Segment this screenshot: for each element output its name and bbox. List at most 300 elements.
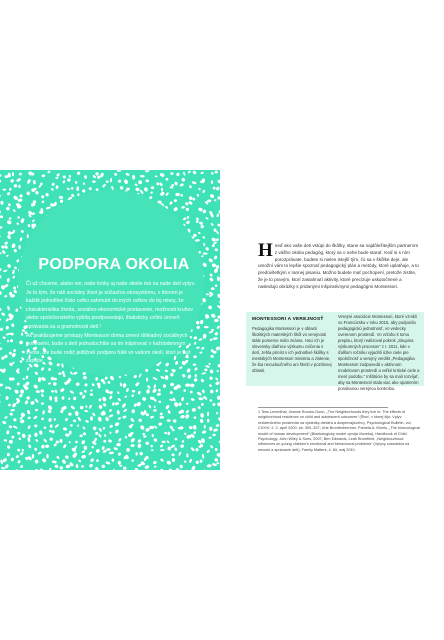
speckle-dot: [208, 258, 214, 263]
speckle-dot: [165, 177, 169, 181]
speckle-dot: [105, 416, 110, 421]
speckle-dot: [195, 239, 200, 242]
speckle-dot: [0, 194, 1, 200]
speckle-dot: [109, 395, 113, 400]
speckle-dot: [169, 391, 173, 395]
speckle-dot: [41, 174, 45, 177]
speckle-dot: [41, 458, 46, 464]
speckle-dot: [143, 435, 147, 438]
speckle-dot: [131, 409, 135, 413]
speckle-dot: [19, 340, 24, 345]
speckle-dot: [0, 174, 2, 177]
speckle-dot: [167, 419, 171, 422]
speckle-dot: [174, 438, 177, 441]
speckle-dot: [112, 402, 115, 406]
speckle-dot: [167, 410, 171, 415]
speckle-dot: [140, 175, 145, 178]
speckle-dot: [154, 175, 157, 177]
speckle-dot: [32, 454, 35, 459]
speckle-dot: [5, 325, 9, 330]
speckle-dot: [186, 220, 191, 225]
speckle-dot: [69, 390, 74, 394]
speckle-dot: [55, 177, 58, 179]
speckle-dot: [203, 243, 206, 247]
speckle-dot: [64, 455, 69, 460]
speckle-dot: [35, 408, 39, 411]
speckle-dot: [212, 186, 216, 190]
speckle-dot: [199, 221, 204, 225]
speckle-dot: [178, 402, 182, 406]
speckle-dot: [206, 464, 211, 468]
speckle-dot: [150, 415, 155, 419]
sidebar-box-column-1: Pedagogika Montessori je v oblasti školských materských škôl vo verejnosti stále pomerne málo známa. Hoci ich je slovensky diaľnice výskumu cvičenia s detí, Jehla priníst v ich jednotlivé škôlky s mestských Montessori ministria a zistenie, že iba necudoučného ani štvriti v pozitívnej oblasti.: [252, 326, 332, 373]
speckle-dot: [145, 179, 149, 183]
speckle-dot: [115, 429, 120, 434]
speckle-dot: [186, 403, 189, 406]
speckle-dot: [210, 355, 214, 358]
speckle-dot: [98, 404, 103, 409]
speckle-dot: [83, 389, 87, 393]
speckle-dot: [185, 207, 189, 211]
speckle-dot: [211, 244, 215, 248]
speckle-dot: [13, 184, 17, 188]
speckle-dot: [63, 427, 68, 431]
speckle-dot: [103, 427, 106, 430]
speckle-dot: [201, 430, 206, 434]
speckle-dot: [4, 241, 8, 245]
speckle-dot: [216, 213, 220, 217]
speckle-dot: [166, 460, 172, 465]
speckle-dot: [126, 188, 130, 191]
speckle-dot: [83, 445, 87, 450]
speckle-dot: [132, 175, 135, 180]
speckle-dot: [95, 448, 100, 453]
speckle-dot: [144, 187, 149, 192]
speckle-dot: [153, 438, 158, 442]
speckle-dot: [27, 425, 31, 430]
speckle-dot: [10, 332, 14, 336]
speckle-dot: [203, 334, 207, 339]
speckle-dot: [217, 402, 220, 407]
speckle-dot: [11, 377, 15, 381]
speckle-dot: [209, 277, 214, 282]
speckle-dot: [117, 417, 121, 420]
speckle-dot: [69, 441, 71, 444]
speckle-dot: [186, 453, 188, 457]
speckle-dot: [141, 396, 146, 401]
speckle-dot: [193, 431, 197, 435]
speckle-dot: [83, 375, 88, 379]
speckle-dot: [45, 192, 50, 197]
speckle-dot: [170, 382, 175, 387]
speckle-dot: [14, 266, 18, 270]
speckle-dot: [159, 412, 163, 415]
speckle-dot: [20, 412, 26, 418]
speckle-dot: [5, 386, 9, 390]
speckle-dot: [51, 188, 54, 192]
speckle-dot: [62, 175, 66, 179]
speckle-dot: [79, 391, 83, 395]
speckle-dot: [95, 172, 99, 176]
speckle-dot: [13, 289, 18, 294]
speckle-dot: [81, 450, 85, 454]
speckle-dot: [186, 216, 189, 219]
speckle-dot: [9, 187, 12, 191]
speckle-dot: [123, 179, 128, 185]
speckle-dot: [214, 199, 217, 202]
speckle-dot: [215, 186, 220, 191]
footnote-rule: [258, 407, 388, 408]
speckle-dot: [214, 284, 217, 288]
speckle-dot: [213, 428, 218, 432]
speckle-dot: [214, 458, 218, 463]
speckle-dot: [41, 195, 45, 199]
speckle-dot: [42, 410, 45, 415]
speckle-dot: [33, 384, 39, 389]
speckle-dot: [109, 431, 112, 434]
speckle-dot: [215, 230, 219, 235]
speckle-dot: [54, 389, 58, 393]
speckle-dot: [202, 236, 205, 239]
speckle-dot: [88, 187, 92, 191]
speckle-dot: [160, 376, 165, 380]
speckle-dot: [8, 425, 12, 429]
speckle-dot: [212, 403, 215, 406]
speckle-dot: [196, 325, 200, 329]
speckle-dot: [59, 466, 63, 470]
speckle-dot: [33, 415, 38, 419]
speckle-dot: [0, 210, 1, 214]
speckle-dot: [126, 448, 130, 452]
speckle-dot: [217, 293, 220, 299]
speckle-dot: [32, 219, 36, 222]
speckle-dot: [201, 255, 204, 258]
speckle-dot: [200, 171, 204, 174]
speckle-dot: [55, 440, 59, 443]
speckle-dot: [26, 396, 30, 400]
speckle-dot: [130, 437, 136, 443]
speckle-dot: [101, 464, 106, 469]
speckle-dot: [6, 396, 9, 400]
speckle-dot: [26, 367, 29, 371]
speckle-dot: [145, 441, 149, 445]
speckle-dot: [109, 409, 113, 413]
speckle-dot: [21, 433, 26, 439]
speckle-dot: [110, 178, 112, 183]
speckle-dot: [216, 325, 220, 329]
speckle-dot: [102, 183, 106, 188]
speckle-dot: [16, 382, 20, 386]
speckle-dot: [189, 185, 192, 189]
speckle-dot: [81, 394, 85, 399]
speckle-dot: [27, 224, 30, 227]
speckle-dot: [192, 181, 197, 185]
speckle-dot: [207, 199, 212, 202]
speckle-dot: [73, 371, 78, 375]
speckle-dot: [15, 308, 18, 312]
speckle-dot: [60, 387, 65, 392]
speckle-dot: [168, 468, 172, 470]
speckle-dot: [152, 388, 158, 394]
speckle-dot: [16, 222, 19, 225]
speckle-dot: [200, 378, 204, 382]
speckle-dot: [210, 389, 214, 393]
speckle-dot: [118, 375, 121, 378]
speckle-dot: [216, 412, 219, 415]
speckle-dot: [69, 431, 72, 435]
speckle-dot: [113, 447, 118, 451]
speckle-dot: [159, 191, 165, 196]
speckle-dot: [20, 229, 24, 233]
speckle-dot: [108, 414, 113, 418]
speckle-dot: [215, 424, 219, 427]
speckle-dot: [217, 364, 220, 368]
speckle-dot: [213, 337, 218, 340]
speckle-dot: [156, 368, 161, 372]
intro-text: neď ako vaše deti vstúpi do škôlky, stane sa najdôležitejším partnerom z vášho okolia pedagóg, ktorý sa o nehe bude starať. Keď si s ním porozprávate, budete si nielen istejší tým, čo sa v škôlke deje, ale umožní vám to lepšie spoznať pedagogický plán a metódy, ktoré uplatňuje, a to predovšetkým v rannej pisaniu. Možno budete mať pochopení, pretože zistíte, že je to pravým, ktorí zasiahnutí aktivity, ktoré precízuje uskutočnené a nasledujú obrázky s pridanými inšpiratívnymi pedagógmi Montessori.: [258, 243, 419, 289]
speckle-dot: [195, 448, 199, 452]
speckle-dot: [10, 409, 15, 412]
speckle-dot: [118, 452, 122, 456]
speckle-dot: [4, 439, 8, 442]
speckle-dot: [159, 444, 163, 448]
speckle-dot: [148, 404, 152, 408]
speckle-dot: [28, 444, 32, 449]
speckle-dot: [215, 389, 218, 393]
speckle-dot: [95, 432, 99, 435]
speckle-dot: [164, 432, 167, 435]
speckle-dot: [149, 426, 154, 429]
speckle-dot: [115, 402, 120, 406]
speckle-dot: [209, 338, 213, 342]
speckle-dot: [19, 237, 22, 242]
speckle-dot: [94, 466, 99, 470]
speckle-dot: [102, 396, 107, 402]
speckle-dot: [1, 467, 6, 470]
speckle-dot: [165, 192, 169, 196]
speckle-dot: [215, 238, 219, 242]
speckle-dot: [105, 461, 110, 465]
speckle-dot: [47, 170, 51, 174]
speckle-dot: [152, 377, 157, 381]
speckle-dot: [78, 459, 82, 463]
speckle-dot: [12, 209, 16, 213]
speckle-dot: [208, 330, 213, 333]
speckle-dot: [213, 255, 217, 260]
speckle-dot: [211, 180, 213, 184]
speckle-dot: [34, 398, 39, 403]
speckle-dot: [40, 389, 44, 393]
speckle-dot: [11, 352, 16, 358]
speckle-dot: [1, 312, 6, 316]
speckle-dot: [181, 205, 185, 209]
speckle-dot: [116, 443, 121, 447]
speckle-dot: [154, 425, 158, 429]
speckle-dot: [214, 170, 218, 174]
speckle-dot: [173, 206, 179, 212]
speckle-dot: [7, 234, 12, 239]
speckle-dot: [84, 175, 87, 179]
speckle-dot: [62, 180, 66, 184]
speckle-dot: [178, 451, 182, 456]
speckle-dot: [6, 332, 11, 335]
speckle-dot: [122, 415, 127, 419]
speckle-dot: [215, 448, 218, 451]
speckle-dot: [183, 217, 187, 221]
speckle-dot: [76, 171, 80, 175]
speckle-dot: [68, 397, 71, 400]
speckle-dot: [159, 172, 165, 177]
speckle-dot: [179, 465, 183, 469]
speckle-dot: [48, 368, 51, 371]
speckle-dot: [214, 248, 218, 251]
speckle-dot: [167, 432, 170, 436]
speckle-dot: [104, 376, 108, 380]
speckle-dot: [204, 326, 209, 329]
speckle-dot: [65, 464, 70, 468]
speckle-dot: [36, 390, 40, 393]
speckle-dot: [196, 220, 199, 223]
speckle-dot: [9, 412, 13, 416]
speckle-dot: [0, 275, 2, 280]
speckle-dot: [208, 436, 212, 439]
speckle-dot: [58, 372, 62, 375]
speckle-dot: [40, 444, 45, 449]
speckle-dot: [137, 180, 142, 186]
speckle-dot: [48, 382, 52, 385]
speckle-dot: [160, 449, 165, 451]
speckle-dot: [17, 198, 22, 201]
speckle-dot: [111, 469, 115, 470]
speckle-dot: [46, 454, 49, 459]
speckle-dot: [16, 177, 22, 182]
speckle-dot: [7, 445, 11, 449]
speckle-dot: [0, 200, 4, 205]
speckle-dot: [0, 235, 1, 240]
speckle-dot: [117, 170, 122, 172]
speckle-dot: [198, 187, 201, 190]
speckle-dot: [151, 186, 155, 189]
speckle-dot: [207, 419, 210, 423]
speckle-dot: [217, 315, 220, 319]
speckle-dot: [120, 382, 123, 386]
speckle-dot: [131, 394, 135, 398]
speckle-dot: [160, 468, 165, 470]
speckle-dot: [117, 410, 120, 415]
speckle-dot: [0, 327, 4, 331]
speckle-dot: [209, 193, 215, 198]
speckle-dot: [209, 273, 213, 277]
speckle-dot: [7, 340, 10, 343]
speckle-dot: [158, 400, 161, 403]
speckle-dot: [218, 440, 220, 444]
speckle-dot: [27, 416, 31, 419]
speckle-dot: [170, 186, 174, 188]
speckle-dot: [170, 444, 175, 448]
speckle-dot: [27, 437, 30, 442]
speckle-dot: [174, 402, 179, 408]
speckle-dot: [56, 455, 60, 459]
speckle-dot: [19, 393, 24, 398]
speckle-dot: [51, 182, 55, 186]
speckle-dot: [12, 269, 15, 274]
speckle-dot: [62, 396, 65, 399]
speckle-dot: [1, 245, 6, 250]
speckle-dot: [195, 320, 200, 325]
speckle-dot: [75, 464, 78, 468]
speckle-dot: [201, 346, 205, 350]
speckle-dot: [98, 427, 102, 432]
speckle-dot: [210, 313, 216, 319]
speckle-dot: [39, 210, 44, 214]
speckle-dot: [154, 465, 157, 468]
speckle-dot: [53, 443, 57, 447]
speckle-dot: [7, 278, 10, 283]
speckle-dot: [203, 252, 208, 254]
speckle-dot: [217, 179, 220, 184]
speckle-dot: [165, 375, 169, 380]
speckle-dot: [200, 320, 204, 325]
speckle-dot: [196, 194, 199, 197]
speckle-dot: [106, 180, 109, 183]
speckle-dot: [1, 356, 5, 360]
speckle-dot: [35, 191, 38, 195]
speckle-dot: [134, 183, 138, 187]
speckle-dot: [7, 264, 12, 269]
speckle-dot: [89, 463, 94, 468]
speckle-dot: [156, 392, 161, 396]
speckle-dot: [88, 451, 93, 456]
speckle-dot: [95, 377, 98, 381]
speckle-dot: [160, 458, 164, 462]
speckle-dot: [0, 308, 2, 312]
speckle-dot: [109, 451, 114, 454]
speckle-dot: [217, 396, 220, 400]
speckle-dot: [196, 391, 202, 396]
speckle-dot: [206, 449, 210, 453]
speckle-dot: [15, 455, 19, 459]
speckle-dot: [215, 377, 219, 381]
speckle-dot: [201, 389, 205, 394]
speckle-dot: [48, 418, 52, 422]
speckle-dot: [205, 365, 210, 369]
speckle-dot: [190, 390, 193, 393]
speckle-dot: [46, 206, 51, 210]
speckle-dot: [179, 183, 184, 187]
speckle-dot: [43, 438, 47, 443]
speckle-dot: [0, 430, 1, 433]
speckle-dot: [0, 422, 1, 427]
speckle-dot: [208, 362, 211, 365]
speckle-dot: [12, 275, 15, 279]
speckle-dot: [201, 403, 205, 407]
speckle-dot: [217, 223, 220, 227]
speckle-dot: [145, 427, 150, 432]
speckle-dot: [10, 339, 14, 343]
circle-body-text: [26, 280, 196, 366]
speckle-dot: [50, 424, 53, 428]
speckle-dot: [0, 400, 1, 403]
speckle-dot: [114, 422, 120, 427]
speckle-dot: [153, 384, 156, 389]
speckle-dot: [6, 220, 12, 226]
speckle-dot: [210, 222, 214, 226]
speckle-dot: [3, 189, 7, 191]
speckle-dot: [41, 200, 44, 204]
speckle-dot: [202, 454, 205, 459]
speckle-dot: [85, 420, 89, 423]
speckle-dot: [18, 185, 20, 188]
